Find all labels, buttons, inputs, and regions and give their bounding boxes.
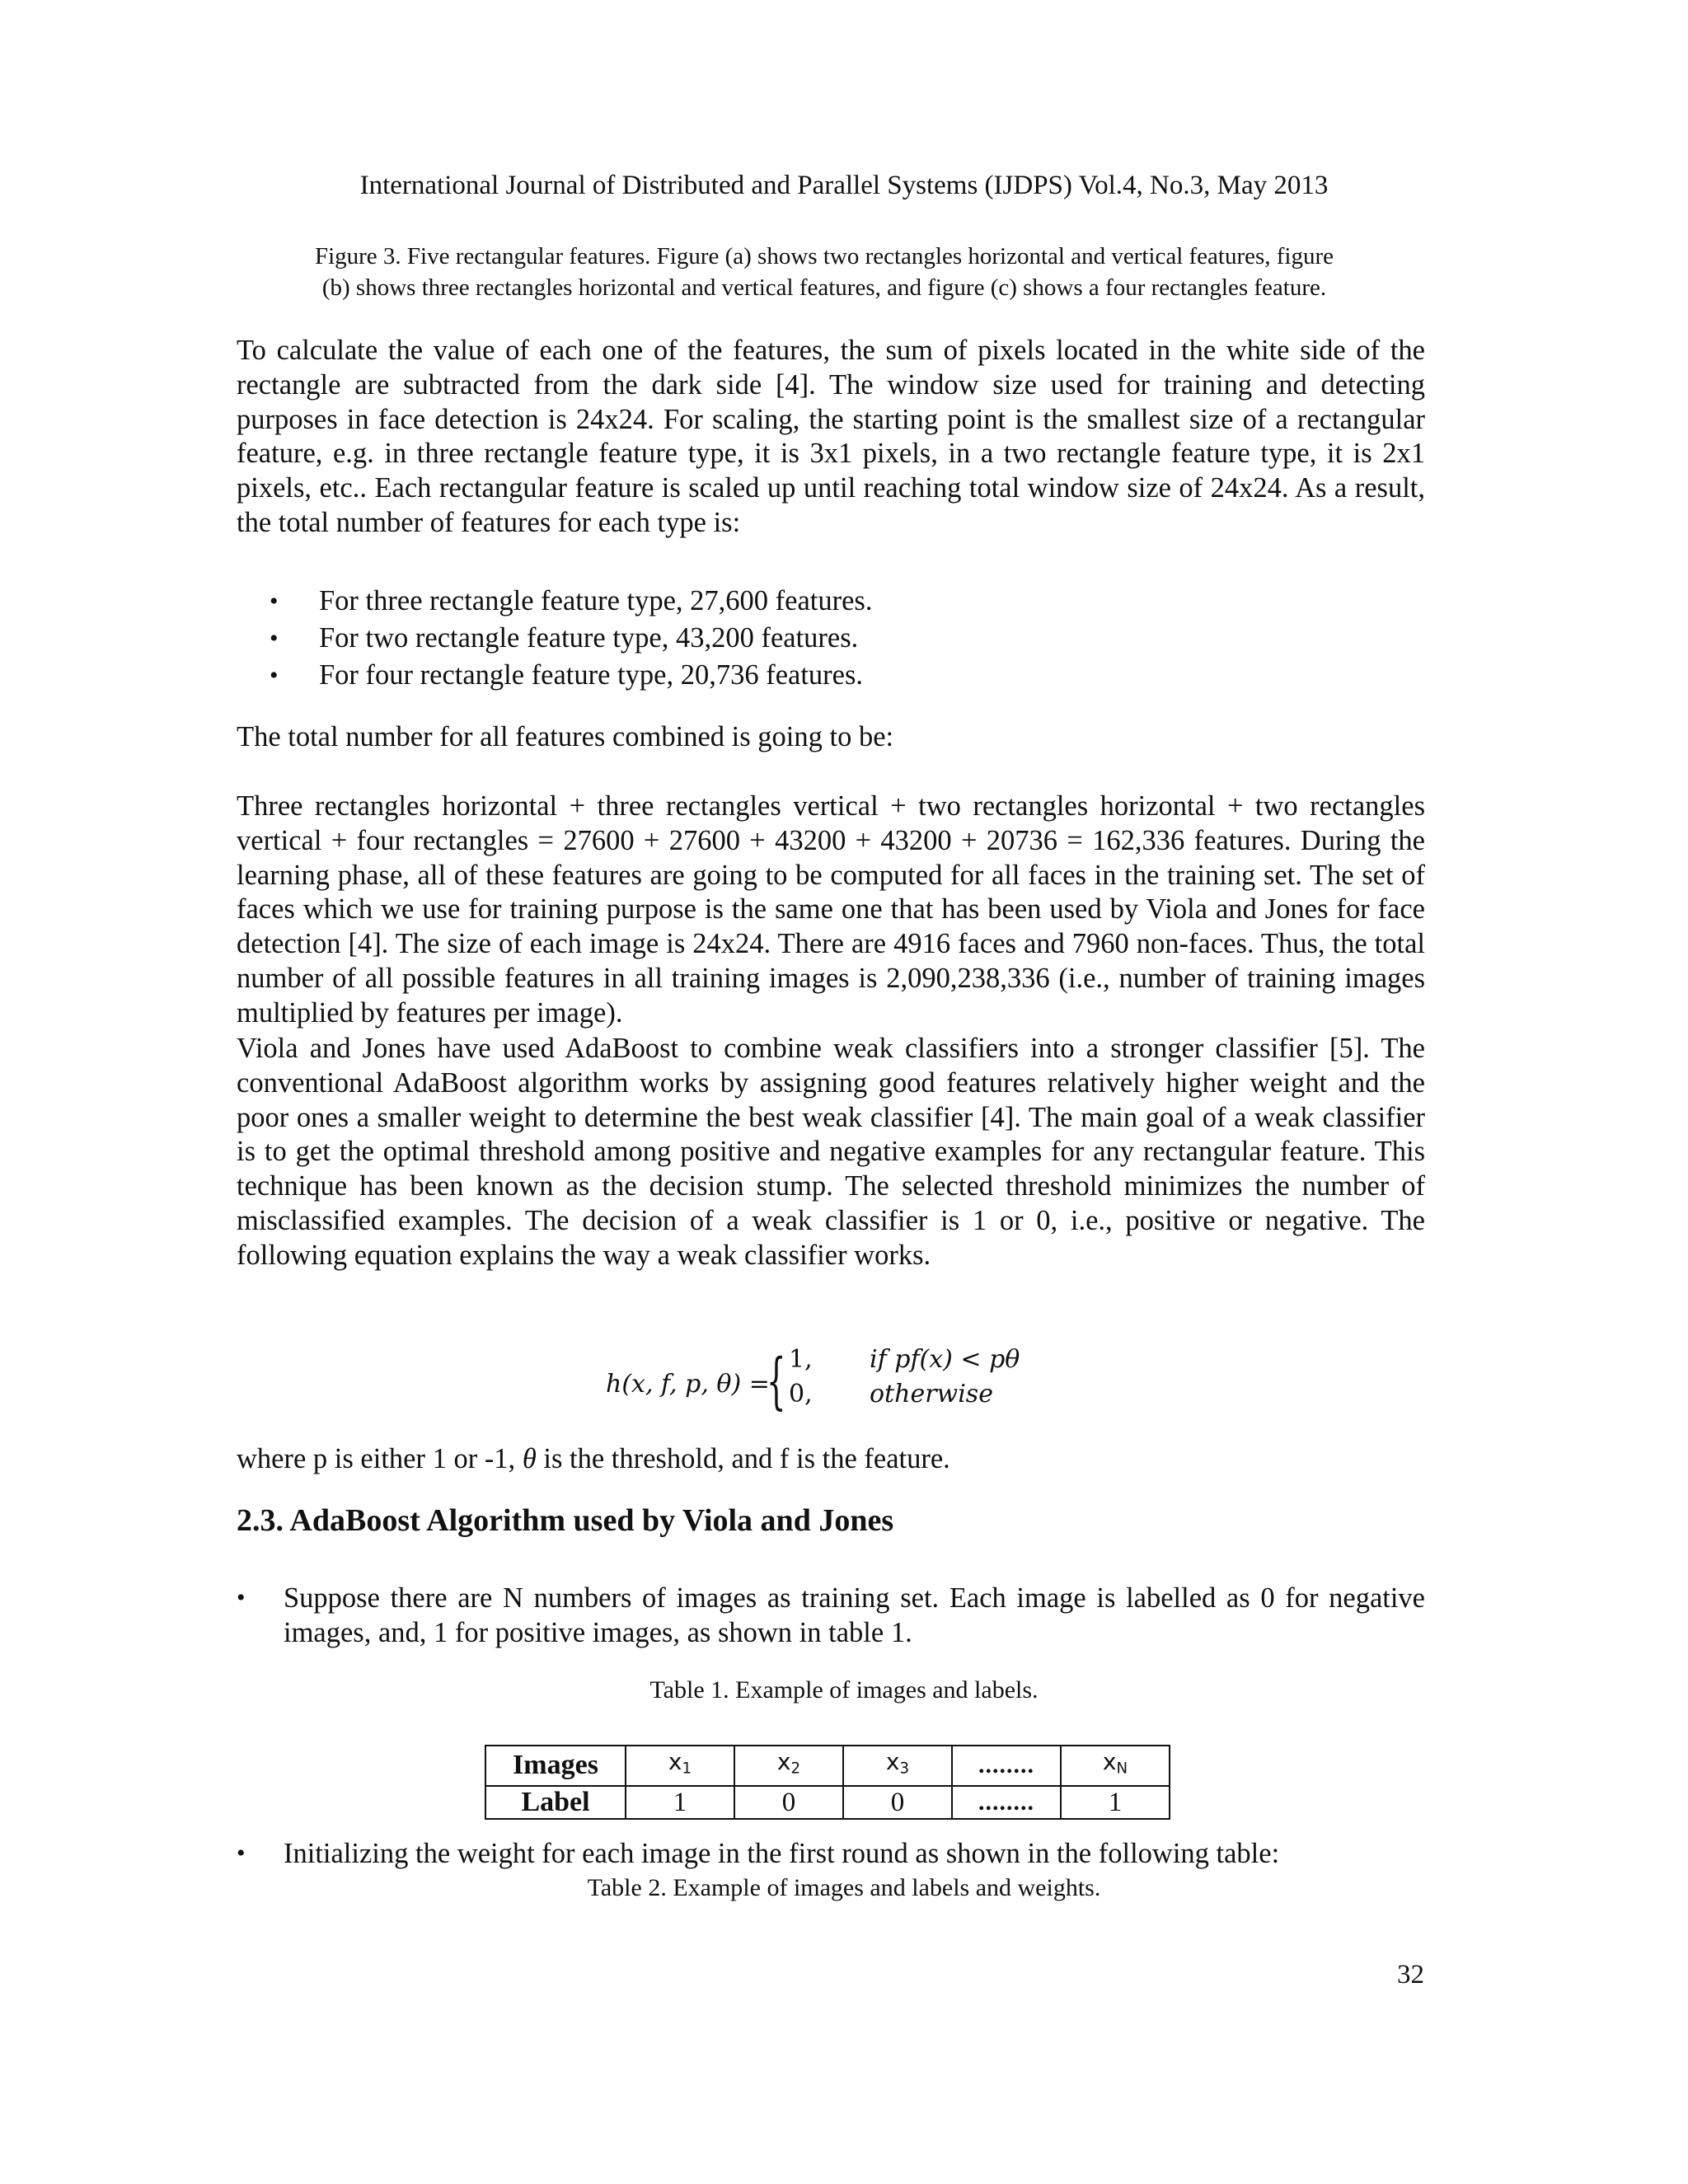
section-heading: 2.3. AdaBoost Algorithm used by Viola and Jones <box>237 1503 894 1538</box>
table-row-header: Images <box>485 1746 626 1786</box>
list-item <box>237 583 1425 620</box>
table-cell: $x_N$ <box>1061 1746 1170 1786</box>
equation-lhs: h(x, f, p, θ) = <box>606 1370 770 1399</box>
table-row <box>485 1786 1170 1819</box>
table-cell: $x_3$ <box>843 1746 952 1786</box>
equation-case2-value: 0, <box>789 1380 813 1408</box>
bullet-glyph: • <box>270 625 279 652</box>
table-cell: 1 <box>626 1786 734 1819</box>
table-cell: $x_1$ <box>626 1746 734 1786</box>
paragraph-adaboost: Viola and Jones have used AdaBoost to combine weak classifiers into a stronger classifier [5]. The conventional AdaBoost algorithm works by assigning good features relatively higher weight and the poor ones a smaller weight to determine the best weak classifier [4]. The main goal of a weak classifier is to get the optimal threshold among positive and negative examples for any rectangular feature. This technique has been known as the decision stump. The selected threshold minimizes the number of misclassified examples. The decision of a weak classifier is 1 or 0, i.e., positive or negative. The following equation explains the way a weak classifier works. <box>237 1033 1425 1271</box>
paragraph-total-features: Three rectangles horizontal + three rectangles vertical + two rectangles horizontal + two rectangles vertical + four rectangles = 27600 + 27600 + 43200 + 43200 + 20736 = 162,336 features. During the learning phase, all of these features are going to be computed for all faces in the training set. The set of faces which we use for training purpose is the same one that has been used by Viola and Jones for face detection [4]. The size of each image is 24x24. There are 4916 faces and 7960 non-faces. Thus, the total number of all possible features in all training images is 2,090,238,336 (i.e., number of training images multiplied by features per image). <box>237 790 1425 1029</box>
bullet-glyph: • <box>270 662 279 689</box>
bullet-glyph: • <box>237 1840 246 1867</box>
table-cell: 1 <box>1061 1786 1170 1819</box>
table-row <box>485 1746 1170 1786</box>
table1-caption: Table 1. Example of images and labels. <box>649 1676 1039 1704</box>
list-item-initialize-weights <box>237 1836 1425 1871</box>
equation-case2-condition: otherwise <box>870 1380 993 1408</box>
where-text-before: where p is either 1 or -1, <box>237 1443 523 1474</box>
table-cell: $x_2$ <box>734 1746 843 1786</box>
paragraph-total-intro: The total number for all features combined is going to be: <box>237 721 894 752</box>
equation-case1-condition: if pf(x) < pθ <box>870 1345 1020 1374</box>
theta-symbol: θ <box>522 1443 537 1474</box>
bullet-glyph: • <box>237 1584 246 1611</box>
list-item-text: Suppose there are N numbers of images as training set. Each image is labelled as 0 for negative images, and, 1 for positive images, as shown in table 1. <box>284 1582 1425 1648</box>
list-item-text: Initializing the weight for each image in the first round as shown in the following table: <box>284 1838 1280 1869</box>
weak-classifier-equation <box>606 1345 1117 1423</box>
figure-caption-line-2: (b) shows three rectangles horizontal and vertical features, and figure (c) shows a four rectangles feature. <box>321 274 1327 301</box>
list-item-text: For three rectangle feature type, 27,600 features. <box>319 585 873 616</box>
figure-caption-line-1: Figure 3. Five rectangular features. Figure (a) shows two rectangles horizontal and vertical features, figure <box>314 243 1334 269</box>
bullet-glyph: • <box>270 588 279 615</box>
figure-caption <box>231 241 1418 303</box>
list-item <box>237 657 1425 694</box>
running-head: International Journal of Distributed and Parallel Systems (IJDPS) Vol.4, No.3, May 2013 <box>359 171 1329 200</box>
table-cell: ........ <box>952 1746 1061 1786</box>
table-cell: ........ <box>952 1786 1061 1819</box>
equation-brace: { <box>767 1346 786 1417</box>
paragraph-feature-values: To calculate the value of each one of the features, the sum of pixels located in the white side of the rectangle are subtracted from the dark side [4]. The window size used for training and detecting purposes in face detection is 24x24. For scaling, the starting point is the smallest size of a rectangular feature, e.g. in three rectangle feature type, it is 3x1 pixels, in a two rectangle feature type, it is 2x1 pixels, etc.. Each rectangular feature is scaled up until reaching total window size of 24x24. As a result, the total number of features for each type is: <box>237 335 1425 538</box>
list-item-text: For four rectangle feature type, 20,736 features. <box>319 659 864 691</box>
paragraph-where <box>237 1442 1425 1477</box>
list-item-text: For two rectangle feature type, 43,200 features. <box>319 622 859 654</box>
list-item-training-set <box>237 1581 1425 1650</box>
equation-case1-value: 1, <box>789 1345 813 1374</box>
feature-count-list <box>237 583 1425 694</box>
list-item <box>237 620 1425 657</box>
table-cell: 0 <box>734 1786 843 1819</box>
table2-caption: Table 2. Example of images and labels and weights. <box>587 1874 1101 1901</box>
table-images-labels <box>485 1745 1170 1820</box>
page-number: 32 <box>1397 1960 1424 1990</box>
table-cell: 0 <box>843 1786 952 1819</box>
table-row-header: Label <box>485 1786 626 1819</box>
where-text-after: is the threshold, and f is the feature. <box>536 1443 950 1474</box>
